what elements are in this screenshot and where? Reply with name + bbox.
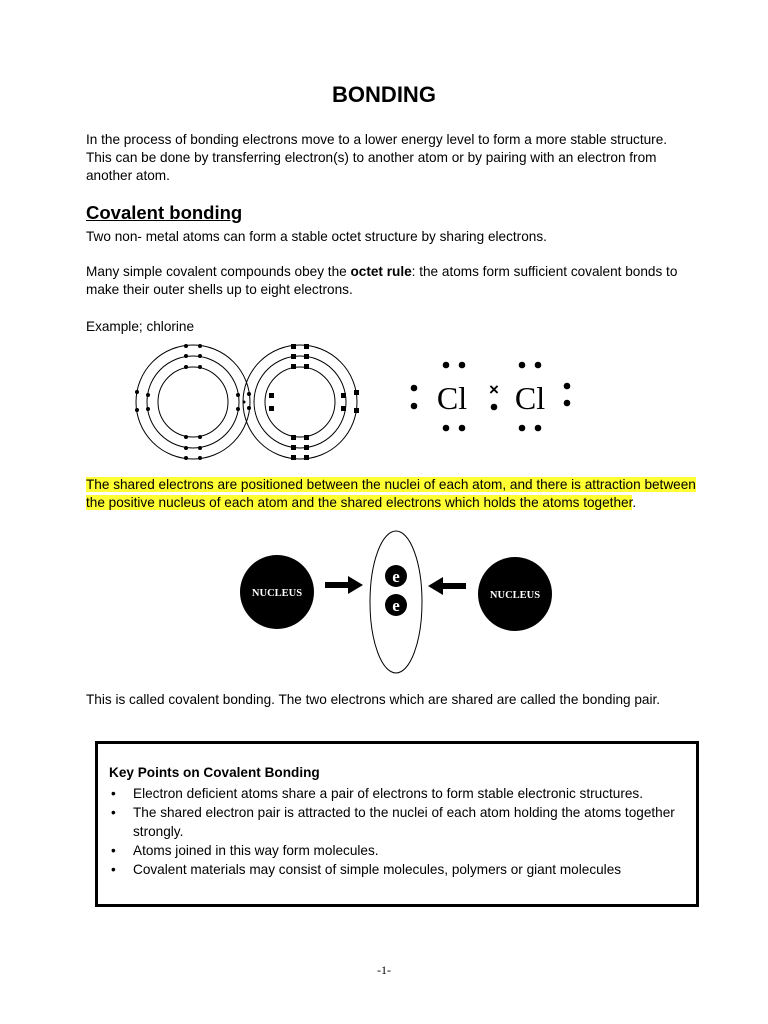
left-middle-shell [147, 356, 239, 448]
intro-paragraph: In the process of bonding electrons move to a lower energy level to form a more stable structure. This can be done by transferring electron(s) to another atom or by pairing with an electron from another atom. [86, 132, 668, 183]
key-point-item [109, 841, 689, 860]
key-point-item [109, 860, 689, 879]
key-point-text: Atoms joined in this way form molecules. [133, 843, 379, 858]
covalent-paragraph: Two non- metal atoms can form a stable octet structure by sharing electrons. [86, 229, 547, 244]
key-points-list [109, 784, 689, 879]
nucleus-attraction-diagram [230, 528, 560, 678]
page-title: BONDING [332, 82, 436, 107]
left-outer-shell [136, 345, 250, 459]
bonding-pair-paragraph: This is called covalent bonding. The two electrons which are shared are called the bonding pair. [86, 692, 661, 707]
right-cl-symbol: Cl [514, 380, 546, 416]
chlorine-dot-cross-diagram [400, 355, 590, 445]
shared-electron-1-label: e [392, 567, 400, 586]
key-points-heading: Key Points on Covalent Bonding [109, 765, 320, 780]
right-pointing-arrow [325, 576, 363, 594]
right-outer-shell [243, 345, 357, 459]
right-nucleus-label: NUCLEUS [489, 590, 541, 601]
key-points-box [95, 741, 699, 907]
covalent-bonding-heading: Covalent bonding [86, 202, 243, 223]
key-point-text: Covalent materials may consist of simple molecules, polymers or giant molecules [133, 862, 622, 877]
right-inner-shell [265, 367, 335, 437]
bullet-icon: • [111, 786, 116, 801]
highlighted-paragraph [86, 476, 706, 512]
key-point-text: The shared electron pair is attracted to the nuclei of each atom holding the atoms together strongly. [133, 805, 675, 839]
bullet-icon: • [111, 843, 116, 858]
page-number: -1- [377, 963, 391, 977]
octet-rule-paragraph [86, 263, 686, 299]
bullet-icon: • [111, 862, 116, 877]
highlighted-text: The shared electrons are positioned between the nuclei of each atom, and there is attraction between the positive nucleus of each atom and the shared electrons which holds the atoms together [86, 477, 696, 510]
key-point-text: Electron deficient atoms share a pair of electrons to form stable electronic structures. [133, 786, 643, 801]
bullet-icon: • [111, 805, 116, 820]
shared-electron-cross: × [489, 380, 499, 399]
left-nucleus-label: NUCLEUS [251, 588, 303, 599]
left-cl-symbol: Cl [436, 380, 468, 416]
chlorine-shell-diagram [128, 342, 368, 462]
right-middle-shell [254, 356, 346, 448]
left-inner-shell [158, 367, 228, 437]
key-point-item [109, 784, 689, 803]
example-label: Example; chlorine [86, 319, 195, 334]
octet-rule-term: octet rule [350, 264, 412, 279]
shared-electron-2-label: e [392, 596, 400, 615]
octet-rule-text-start: Many simple covalent compounds obey the [86, 264, 351, 279]
octet-rule-text-end: : the atoms form sufficient covalent bonds to make their outer shells up to eight electrons. [86, 264, 678, 297]
key-point-item [109, 803, 689, 841]
highlighted-end: . [632, 495, 637, 510]
left-pointing-arrow [428, 577, 466, 595]
